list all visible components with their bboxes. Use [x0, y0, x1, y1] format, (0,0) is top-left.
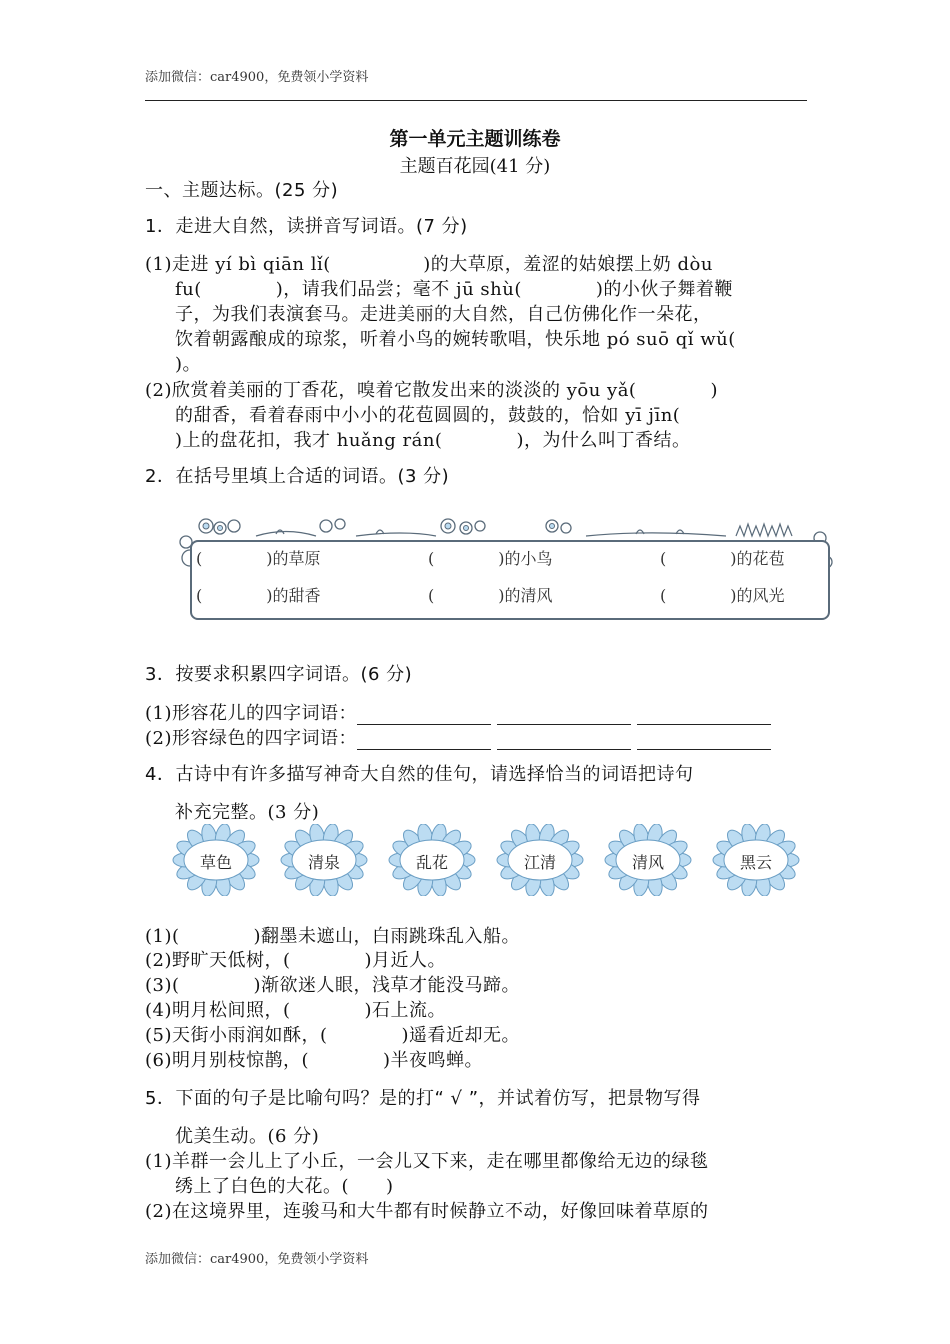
q3-heading: 3．按要求积累四字词语。(6 分) — [145, 664, 413, 685]
flower-word: 江清 — [523, 853, 556, 872]
flower-word: 清泉 — [307, 853, 340, 872]
answer-blank — [637, 703, 771, 725]
word-flower — [170, 824, 262, 896]
section-1-heading: 一、主题达标。(25 分) — [145, 180, 339, 201]
answer-blank — [497, 728, 631, 750]
q2-heading: 2．在括号里填上合适的词语。(3 分) — [145, 466, 450, 487]
header-divider — [145, 100, 807, 101]
q4-heading-line2: 补充完整。(3 分) — [175, 802, 320, 823]
q1-p1-line1: (1)走进 yí bì qiān lǐ( )的大草原，羞涩的姑娘摆上奶 dòu — [145, 254, 713, 275]
q1-p1-line3: 子，为我们表演套马。走进美丽的大自然，自己仿佛化作一朵花， — [175, 304, 712, 325]
q5-sentence1-line2: 绣上了白色的大花。( ) — [175, 1176, 394, 1197]
answer-blank — [497, 703, 631, 725]
fill-blank-r1c1: ( )的草原 — [196, 549, 321, 568]
footer-watermark: 添加微信：car4900，免费领小学资料 — [145, 1252, 369, 1267]
fill-blank-r1c3: ( )的花苞 — [660, 549, 785, 568]
q1-heading: 1．走进大自然，读拼音写词语。(7 分) — [145, 216, 468, 237]
q3-line2-label: (2)形容绿色的四字词语： — [145, 728, 357, 749]
q3-line1 — [145, 699, 771, 725]
fill-blank-r2c3: ( )的风光 — [660, 586, 785, 605]
q1-p1-line5: )。 — [175, 354, 202, 375]
q3-line1-label: (1)形容花儿的四字词语： — [145, 703, 357, 724]
header-watermark: 添加微信：car4900，免费领小学资料 — [145, 70, 369, 85]
q4-heading-line1: 4．古诗中有许多描写神奇大自然的佳句，请选择恰当的词语把诗句 — [145, 764, 694, 785]
word-flower — [602, 824, 694, 896]
word-flower — [278, 824, 370, 896]
flower-word: 乱花 — [415, 853, 448, 872]
q4-poem-line6: (6)明月别枝惊鹊，( )半夜鸣蝉。 — [145, 1050, 484, 1071]
fill-blank-r2c1: ( )的甜香 — [196, 586, 321, 605]
page-subtitle: 主题百花园(41 分) — [399, 156, 551, 177]
flower-word: 草色 — [199, 853, 232, 872]
q4-poem-line1: (1)( )翻墨未遮山，白雨跳珠乱入船。 — [145, 926, 521, 947]
q1-p2-line1: (2)欣赏着美丽的丁香花，嗅着它散发出来的淡淡的 yōu yǎ( ) — [145, 380, 718, 401]
page-title: 第一单元主题训练卷 — [389, 128, 561, 150]
q4-poem-line3: (3)( )渐欲迷人眼，浅草才能没马蹄。 — [145, 975, 521, 996]
answer-blank — [637, 728, 771, 750]
answer-blank — [357, 728, 491, 750]
q1-p1-line4: 饮着朝露酿成的琼浆，听着小鸟的婉转歌唱，快乐地 pó suō qǐ wǔ( — [175, 329, 736, 350]
q5-heading-line2: 优美生动。(6 分) — [175, 1126, 320, 1147]
q4-poem-line4: (4)明月松间照，( )石上流。 — [145, 1000, 447, 1021]
word-flower — [710, 824, 802, 896]
q5-heading-line1: 5．下面的句子是比喻句吗？是的打“ √ ”，并试着仿写，把景物写得 — [145, 1088, 701, 1109]
answer-blank — [357, 703, 491, 725]
word-flower — [386, 824, 478, 896]
q5-sentence1-line1: (1)羊群一会儿上了小丘，一会儿又下来，走在哪里都像给无边的绿毯 — [145, 1151, 709, 1172]
fill-blank-r1c2: ( )的小鸟 — [428, 549, 553, 568]
flower-frame — [176, 518, 840, 618]
fill-blank-r2c2: ( )的清风 — [428, 586, 553, 605]
word-flower — [494, 824, 586, 896]
flower-word: 黑云 — [739, 853, 772, 872]
q1-p1-line2: fu( )，请我们品尝；毫不 jū shù( )的小伙子舞着鞭 — [175, 279, 733, 300]
q3-line2 — [145, 724, 771, 750]
q5-sentence2-line1: (2)在这境界里，连骏马和大牛都有时候静立不动，好像回味着草原的 — [145, 1201, 709, 1222]
flower-word: 清风 — [631, 853, 664, 872]
q1-p2-line2: 的甜香，看着春雨中小小的花苞圆圆的，鼓鼓的，恰如 yī jīn( — [175, 405, 681, 426]
q1-p2-line3: )上的盘花扣，我才 huǎng rán( )，为什么叫丁香结。 — [175, 430, 691, 451]
q4-poem-line5: (5)天街小雨润如酥，( )遥看近却无。 — [145, 1025, 521, 1046]
q4-poem-line2: (2)野旷天低树，( )月近人。 — [145, 950, 447, 971]
